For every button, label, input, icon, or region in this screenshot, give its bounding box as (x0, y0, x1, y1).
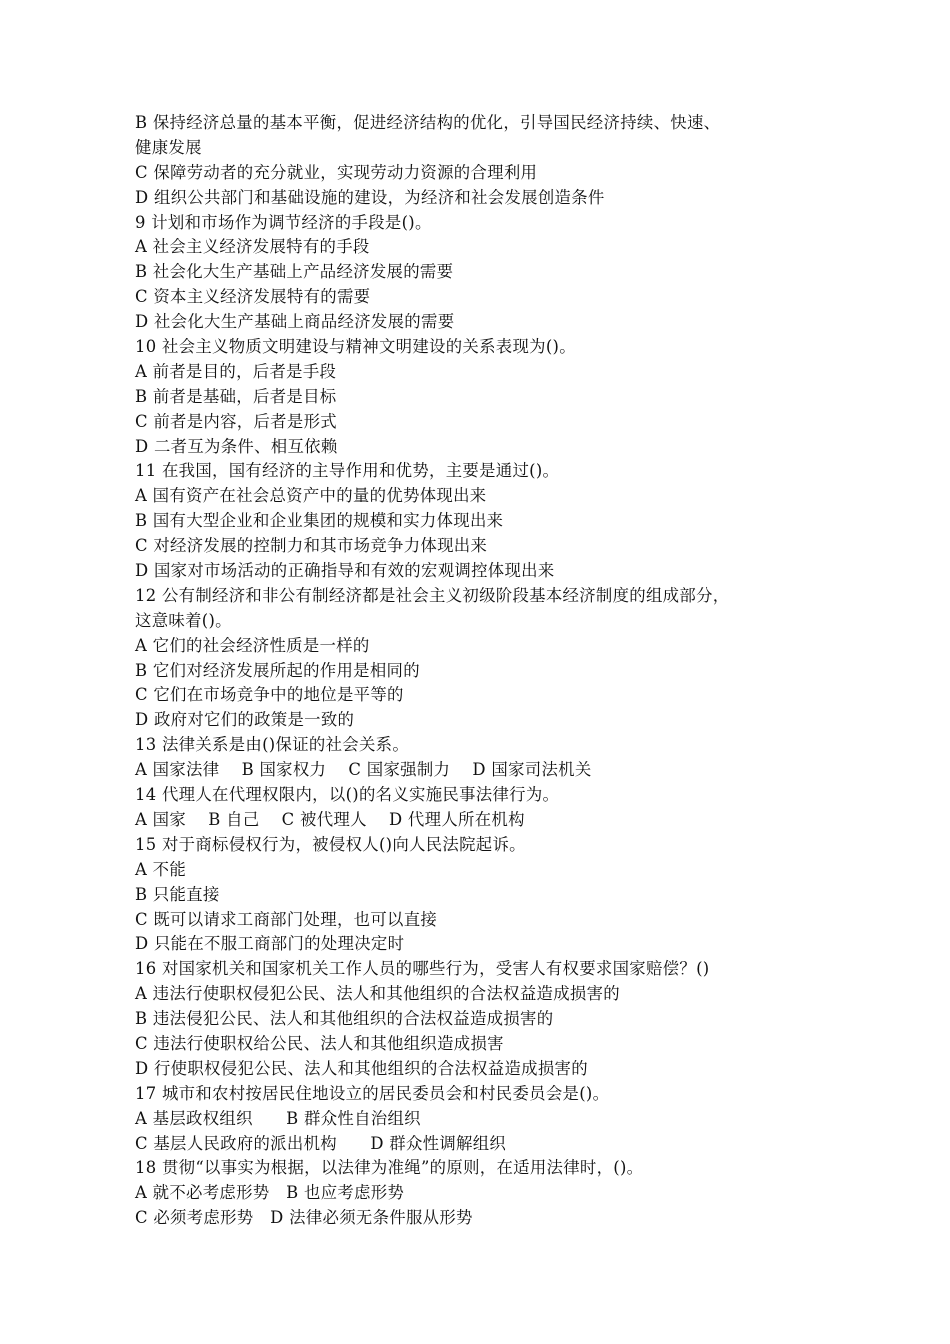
text-line: B 保持经济总量的基本平衡，促进经济结构的优化，引导国民经济持续、快速、 (135, 113, 721, 132)
text-line: A 国家法律 B 国家权力 C 国家强制力 D 国家司法机关 (135, 760, 592, 780)
document-body (135, 111, 835, 1231)
text-line: B 只能直接 (135, 884, 220, 904)
text-line: C 基层人民政府的派出机构 D 群众性调解组织 (135, 1133, 507, 1153)
text-line: B 前者是基础，后者是目标 (135, 386, 337, 406)
text-line: 18 贯彻“以事实为根据，以法律为准绳”的原则，在适用法律时，()。 (135, 1158, 644, 1178)
text-line: A 社会主义经济发展特有的手段 (135, 237, 370, 257)
text-line: A 国有资产在社会总资产中的量的优势体现出来 (135, 486, 487, 506)
text-line: C 它们在市场竞争中的地位是平等的 (135, 685, 404, 705)
text-line: C 前者是内容，后者是形式 (135, 411, 337, 431)
text-line: 16 对国家机关和国家机关工作人员的哪些行为，受害人有权要求国家赔偿？() (135, 959, 710, 979)
text-line: D 政府对它们的政策是一致的 (135, 710, 355, 730)
text-line: D 只能在不服工商部门的处理决定时 (135, 934, 405, 954)
text-line: A 前者是目的，后者是手段 (135, 361, 337, 381)
text-line: A 违法行使职权侵犯公民、法人和其他组织的合法权益造成损害的 (135, 984, 620, 1004)
text-line: 11 在我国，国有经济的主导作用和优势，主要是通过()。 (135, 461, 560, 481)
text-line: B 国有大型企业和企业集团的规模和实力体现出来 (135, 511, 504, 531)
text-line: C 违法行使职权给公民、法人和其他组织造成损害 (135, 1033, 504, 1053)
text-line: 13 法律关系是由()保证的社会关系。 (135, 735, 410, 755)
text-line: C 资本主义经济发展特有的需要 (135, 287, 371, 307)
text-line: 14 代理人在代理权限内，以()的名义实施民事法律行为。 (135, 785, 560, 805)
text-line: 9 计划和市场作为调节经济的手段是()。 (135, 212, 432, 232)
text-line: C 既可以请求工商部门处理，也可以直接 (135, 909, 438, 929)
text-line: 健康发展 (135, 137, 202, 157)
text-line: D 组织公共部门和基础设施的建设，为经济和社会发展创造条件 (135, 187, 605, 207)
text-line: A 它们的社会经济性质是一样的 (135, 635, 370, 655)
text-line: 10 社会主义物质文明建设与精神文明建设的关系表现为()。 (135, 337, 576, 357)
text-line: D 国家对市场活动的正确指导和有效的宏观调控体现出来 (135, 561, 555, 581)
text-line: A 不能 (135, 859, 187, 879)
text-line: C 必须考虑形势 D 法律必须无条件服从形势 (135, 1208, 473, 1228)
text-line: B 它们对经济发展所起的作用是相同的 (135, 660, 420, 680)
text-line: D 社会化大生产基础上商品经济发展的需要 (135, 312, 455, 332)
text-line: D 行使职权侵犯公民、法人和其他组织的合法权益造成损害的 (135, 1058, 588, 1078)
text-line: 17 城市和农村按居民住地设立的居民委员会和村民委员会是()。 (135, 1083, 610, 1103)
text-line: 15 对于商标侵权行为，被侵权人()向人民法院起诉。 (135, 834, 526, 854)
text-line: 这意味着()。 (135, 610, 232, 630)
text-line: C 保障劳动者的充分就业，实现劳动力资源的合理利用 (135, 162, 538, 182)
text-line: A 就不必考虑形势 B 也应考虑形势 (135, 1183, 405, 1203)
text-line: A 国家 B 自己 C 被代理人 D 代理人所在机构 (135, 809, 525, 829)
text-line: B 违法侵犯公民、法人和其他组织的合法权益造成损害的 (135, 1009, 554, 1029)
text-line: B 社会化大生产基础上产品经济发展的需要 (135, 262, 454, 282)
text-line: A 基层政权组织 B 群众性自治组织 (135, 1108, 421, 1128)
text-line: D 二者互为条件、相互依赖 (135, 436, 338, 456)
text-line: 12 公有制经济和非公有制经济都是社会主义初级阶段基本经济制度的组成部分， (135, 585, 730, 605)
text-line: C 对经济发展的控制力和其市场竞争力体现出来 (135, 536, 488, 556)
